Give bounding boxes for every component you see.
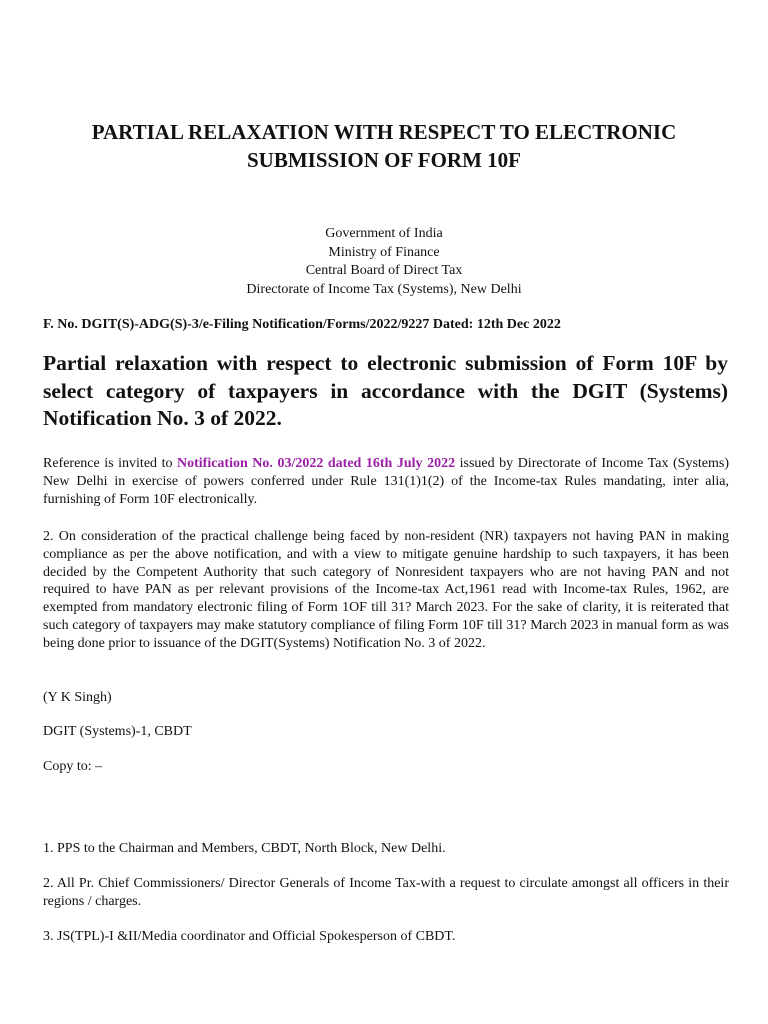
paragraph-reference-rest: issued by Directorate of Income Tax (Systems) New Delhi in exercise of powers conferred under Rule 131(1)1(2) of the Income-tax Rules mandating, inter alia, furnishing of Form 10F electronically. (43, 456, 729, 507)
ministry-name: Ministry of Finance (328, 244, 440, 260)
file-reference: F. No. DGIT(S)-ADG(S)-3/e-Filing Notification/Forms/2022/9227 Dated: 12th Dec 2022 (43, 317, 561, 332)
document-title (40, 118, 728, 174)
paragraph-reference (43, 455, 729, 508)
paragraph-relaxation: 2. On consideration of the practical challenge being faced by non-resident (NR) taxpayers not having PAN in making compliance as per the above notification, and with a view to mitigate genuine hardship to such taxpayers, it has been decided by the Competent Authority that such category of Nonresident taxpayers who are not having PAN and not required to have PAN as per relevant provisions of the Income-tax Act,1961 read with Income-tax Rules, 1962, are exempted from mandatory electronic filing of Form 1OF till 31? March 2023. For the sake of clarity, it is reiterated that such category of taxpayers may make statutory compliance of filing Form 10F till 31? March 2023 in manual form as was being done prior to issuance of the DGIT(Systems) Notification No. 3 of 2022. (43, 529, 729, 651)
board-name: Central Board of Direct Tax (305, 263, 463, 278)
copy-list-item: 2. All Pr. Chief Commissioners/ Director Generals of Income Tax-with a request to circulate amongst all officers in their regions / charges. (43, 876, 729, 909)
issuing-authority-block (40, 225, 728, 299)
signatory-name: (Y K Singh) (43, 690, 112, 705)
document-title-line-1: PARTIAL RELAXATION WITH RESPECT TO ELECTRONIC (91, 120, 677, 144)
notification-link[interactable]: Notification No. 03/2022 dated 16th July 2022 (177, 456, 456, 471)
copy-list-item: 3. JS(TPL)-I &II/Media coordinator and Official Spokesperson of CBDT. (43, 929, 456, 944)
document-title-line-2: SUBMISSION OF FORM 10F (247, 148, 521, 172)
copy-to-label: Copy to: – (43, 759, 103, 774)
signatory-designation: DGIT (Systems)-1, CBDT (43, 724, 192, 739)
paragraph-reference-intro: Reference is invited to (43, 456, 177, 471)
copy-list-item: 1. PPS to the Chairman and Members, CBDT, North Block, New Delhi. (43, 841, 446, 856)
government-name: Government of India (325, 226, 443, 241)
directorate-name: Directorate of Income Tax (Systems), New Delhi (246, 281, 522, 297)
notice-heading: Partial relaxation with respect to electronic submission of Form 10F by select category of taxpayers in accordance with the DGIT (Systems) Notification No. 3 of 2022. (43, 351, 728, 430)
